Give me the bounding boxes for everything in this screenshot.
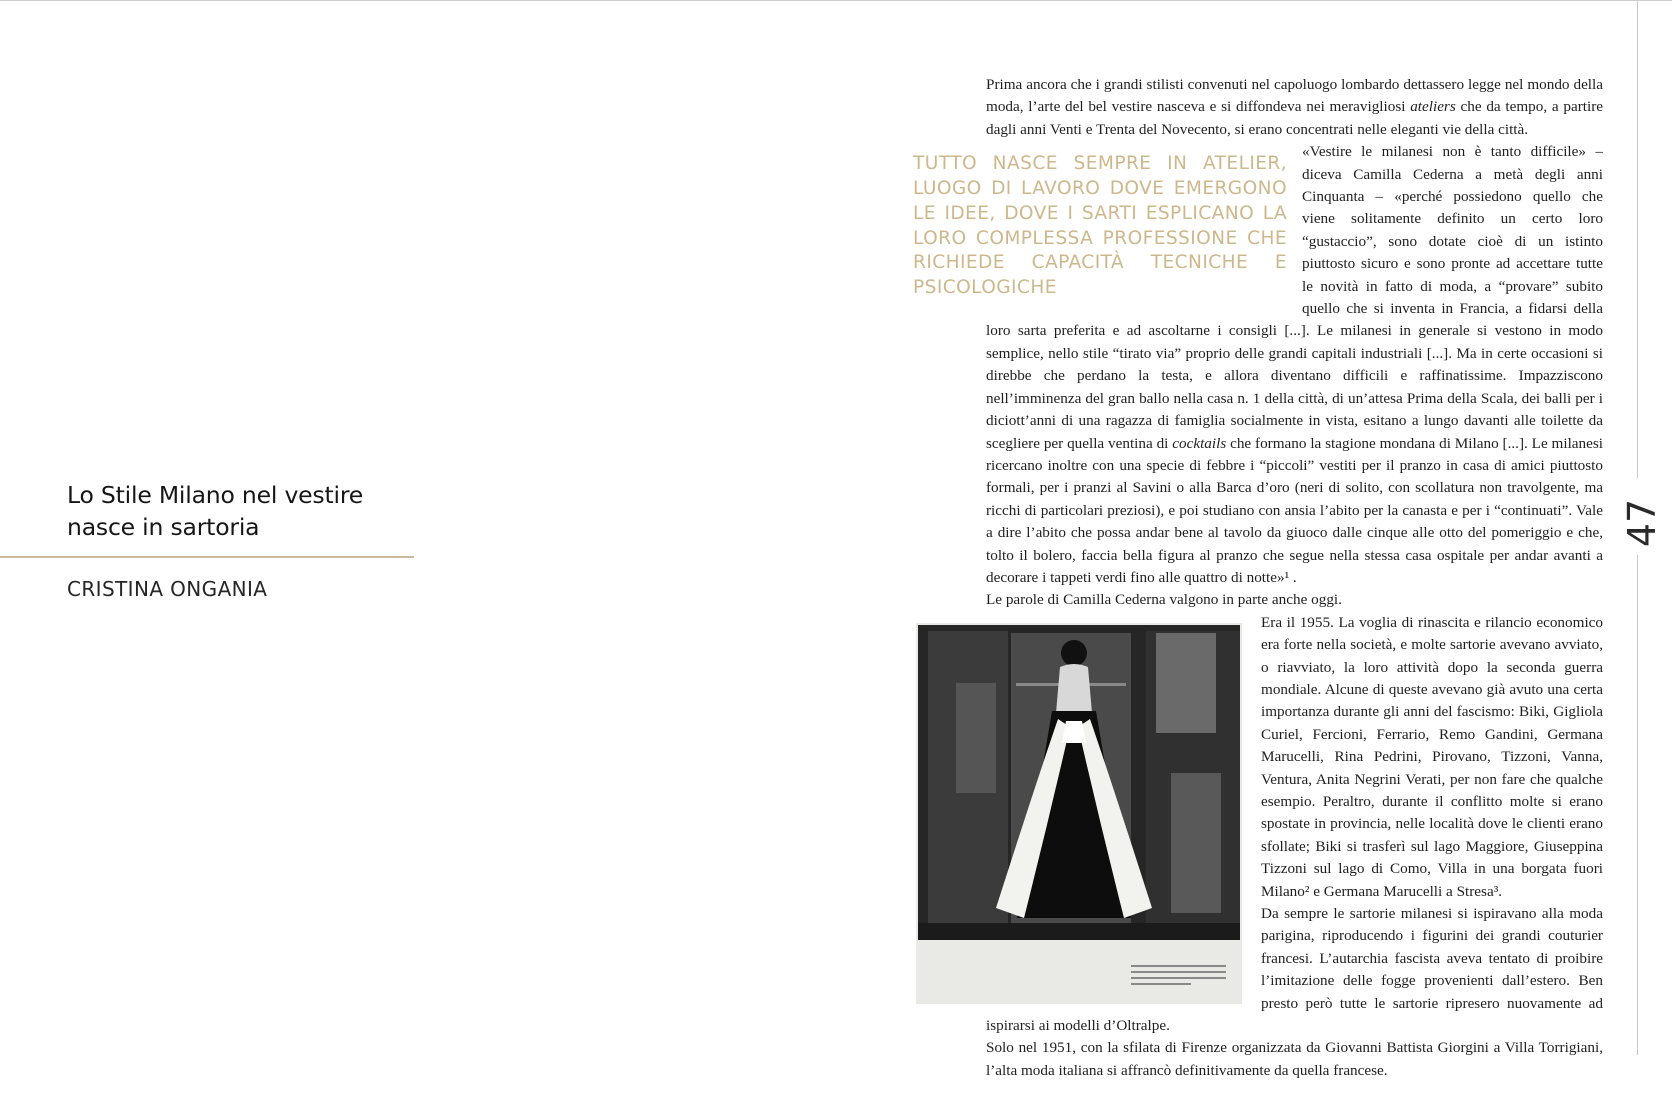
- fashion-photo: [916, 623, 1242, 1004]
- title-divider: [0, 556, 414, 558]
- pull-quote-box: [913, 141, 1302, 320]
- body-paragraph-3: Le parole di Camilla Cederna valgono in parte anche oggi.: [986, 591, 1342, 609]
- italic-term: ateliers: [1410, 98, 1456, 116]
- body-paragraph-6: Solo nel 1951, con la sfilata di Firenze organizzata da Giovanni Battista Giorgini a Villa Torrigiani, l’alta moda italiana si affrancò definitivamente da quella francese.: [986, 1039, 1603, 1079]
- article-body: [913, 74, 1603, 1082]
- text-run: che formano la stagione mondana di Milano [...]. Le milanesi ricercano inoltre con una specie di febbre i “piccoli” vestiti per il pranzo in casa di amici piuttosto formali, per i pranzi al Savini o alla Barca d’oro (neri di solito, con scollatura non travolgente, ma ricchi di particolari preziosi), e poi studiano con ansia l’abito per la canasta e per i “continuati”. Vale a dire l’abito che possa andar bene al tavolo da giuoco dalle cinque alle otto del pomeriggio e che, tolto il bolero, faccia bella figura al pranzo che segue nella stessa casa ospitale per andar avanti a decorare i tappeti verdi fino alle quattro di notte»¹ .: [986, 434, 1603, 586]
- body-paragraph-1: [986, 74, 1603, 141]
- body-paragraph-5: Da sempre le sartorie milanesi si ispiravano alla moda parigina, riproducendo i figurini dei grandi couturier francesi. L’autarchia fascista aveva tentato di proibire l’imitazione delle fogge provenienti dall’estero. Ben presto però tutte le sartorie ripresero nuovamente ad ispirarsi ai modelli d’Oltralpe.: [986, 905, 1603, 1035]
- article-title: Lo Stile Milano nel vestire nasce in sartoria: [67, 481, 364, 541]
- fashion-photo-image: [916, 623, 1242, 1004]
- top-edge-line: [0, 0, 1672, 1]
- page-edge-rule: [1637, 555, 1638, 1055]
- italic-term: cocktails: [1172, 434, 1227, 452]
- page-number: 47: [1620, 498, 1664, 548]
- page-edge-rule: [1637, 0, 1638, 478]
- pull-quote: TUTTO NASCE SEMPRE IN ATELIER, LUOGO DI LAVORO DOVE EMERGONO LE IDEE, DOVE I SARTI ESPLICANO LA LORO COMPLESSA PROFESSIONE CHE RICHIEDE CAPACITÀ TECNICHE E PSICOLOGICHE: [913, 153, 1287, 299]
- body-paragraph-4: Era il 1955. La voglia di rinascita e rilancio economico era forte nella società, e molte sartorie avevano avviato, o riavviato, la loro attività dopo la seconda guerra mondiale. Alcune di queste avevano già avuto una certa importanza durante gli anni del fascismo: Biki, Gigliola Curiel, Fercioni, Ferrario, Remo Gandini, Germana Marucelli, Rina Pedrini, Pirovano, Tizzoni, Vanna, Ventura, Anita Negrini Verati, per non fare che qualche esempio. Peraltro, durante il conflitto molte si erano spostate in provincia, nelle località dove le clienti erano sfollate; Biki si trasferì sul lago Maggiore, Giuseppina Tizzoni sul lago di Como, Villa in una borgata fuori Milano² e Germana Marucelli a Stresa³.: [1261, 613, 1603, 900]
- text-run: Prima ancora che i grandi stilisti convenuti nel capoluogo lombardo dettassero legge nel mondo della moda, l’arte del bel vestire nasceva e si diffondeva nei meravigliosi: [986, 76, 1603, 116]
- text-run: che da tempo, a partire dagli anni Venti e Trenta del Novecento, si erano concentrati nelle eleganti vie della città.: [986, 98, 1603, 138]
- text-run: «Vestire le milanesi non è tanto difficile» – diceva Camilla Cederna a metà degli anni Cinquanta – «perché possiedono quello che viene solitamente definito un certo loro “gustaccio”, sono dotate cioè di un istinto piuttosto sicuro e sono pronte ad accettare tutte le novità in fatto di moda, a “provare” subito quello che si inventa in Francia, a fidarsi della loro sarta preferita e ad ascoltarne i consigli [...]. Le milanesi in generale si vestono in modo semplice, nello stile “tirato via” proprio delle grandi capitali industriali [...]. Ma in certe occasioni si direbbe che perdano la testa, e allora diventano difficili e raffinatissime. Impazziscono nell’imminenza del gran ballo nella casa n. 1 della città, di un’attesa Prima della Scala, dei balli per i diciott’anni di una ragazza di famiglia socialmente in vista, esitano a lungo davanti alle toilette da scegliere per quella ventina di: [986, 143, 1603, 452]
- article-author: CRISTINA ONGANIA: [67, 577, 268, 601]
